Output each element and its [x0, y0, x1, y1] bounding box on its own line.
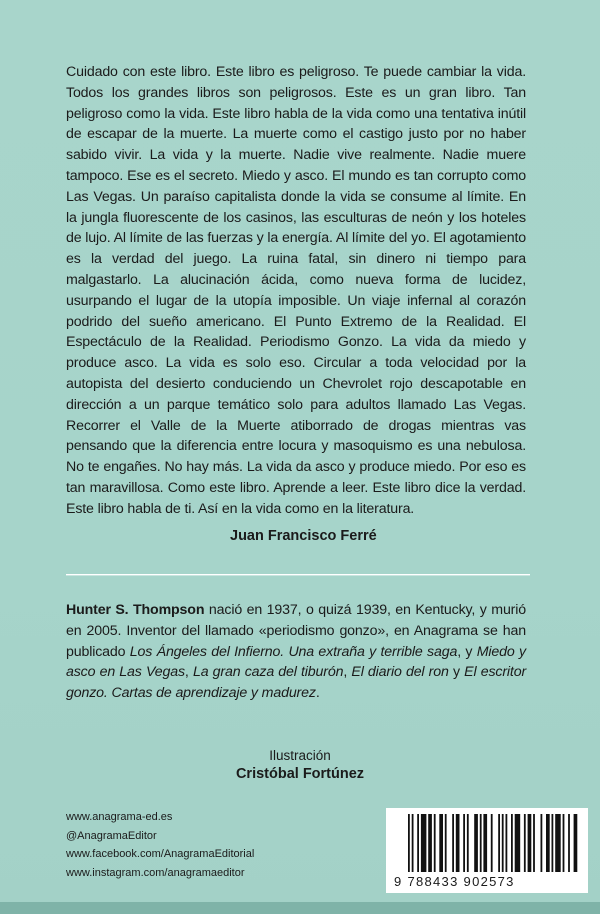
twitter-link[interactable]: @AnagramaEditor	[66, 829, 157, 842]
bio-separator: y	[448, 664, 465, 681]
bio-separator: ,	[184, 664, 193, 681]
cover-bottom-edge	[0, 902, 600, 914]
bio-author-name: Hunter S. Thompson	[66, 602, 205, 618]
bio-text: nació en 1937, o quizá 1939, en Kentucky, y murió en 2005. Inventor del llamado «periodismo gonzo», en Anagrama se han publicado	[66, 602, 526, 660]
divider-rule	[66, 574, 530, 575]
bio-separator: ,	[343, 664, 352, 681]
blurb-text: Cuidado con este libro. Este libro es peligroso. Te puede cambiar la vida. Todos los grandes libros son peligrosos. Este es un gran libro. Tan peligroso como la vida. Este libro habla de la vida como una tentativa inútil de escapar de la muerte. La muerte como el castigo justo por no haber sabido vivir. La vida y la muerte. Nadie vive realmente. Nadie muere tampoco. Ese es el secreto. Miedo y asco. El mundo es tan corrupto como Las Vegas. Un paraíso capitalista donde la vida se consume al límite. En la jungla fluorescente de los casinos, las esculturas de neón y los hoteles de lujo. Al límite de las fuerzas y la energía. Al límite del yo. El agotamiento es la verdad del juego. La ruina fatal, sin dinero ni tiempo para malgastarlo. La alucinación ácida, como nueva forma de lucidez, usurpando el lugar de la utopía imposible. Un viaje infernal al corazón podrido del sueño americano. El Punto Extremo de la Realidad. El Espectáculo de la Realidad. Periodismo Gonzo. La vida da miedo y produce asco. La vida es solo eso. Circular a toda velocidad por la autopista del desierto conduciendo un Chevrolet rojo descapotable en dirección a un parque temático solo para adultos llamado Las Vegas. Recorrer el Valle de la Muerte atiborrado de drogas mientras vas pensando que la diferencia entre locura y masoquismo es una nebulosa. No te engañes. No hay más. La vida da asco y produce miedo. Por eso es tan maravillosa. Como este libro. Aprende a leer. Este libro dice la verdad. Este libro habla de ti. Así en la vida como en la literatura.	[66, 64, 526, 517]
publisher-links	[66, 808, 254, 882]
bio-separator: .	[315, 685, 320, 702]
website-link[interactable]: www.anagrama-ed.es	[66, 811, 173, 823]
blurb-author: Juan Francisco Ferré	[230, 528, 377, 544]
isbn-number: 9 788433 902573	[394, 874, 515, 889]
bio-title: El diario del ron	[351, 664, 449, 681]
illustration-label: Ilustración	[269, 748, 331, 763]
bio-title: El escritor gonzo. Cartas de aprendizaje y madurez	[66, 664, 527, 702]
bio-title: Los Ángeles del Infierno. Una extraña y terrible saga	[129, 643, 458, 660]
instagram-link[interactable]: www.instagram.com/anagramaeditor	[66, 866, 245, 879]
facebook-link[interactable]: www.facebook.com/AnagramaEditorial	[66, 848, 255, 860]
illustrator-name: Cristóbal Fortúnez	[235, 766, 365, 782]
barcode	[386, 808, 588, 893]
author-bio	[66, 600, 526, 704]
bio-title: Miedo y asco en Las Vegas	[66, 643, 526, 681]
bio-separator: , y	[457, 643, 477, 660]
barcode-bars	[396, 814, 578, 874]
bio-title: La gran caza del tiburón	[192, 664, 344, 681]
